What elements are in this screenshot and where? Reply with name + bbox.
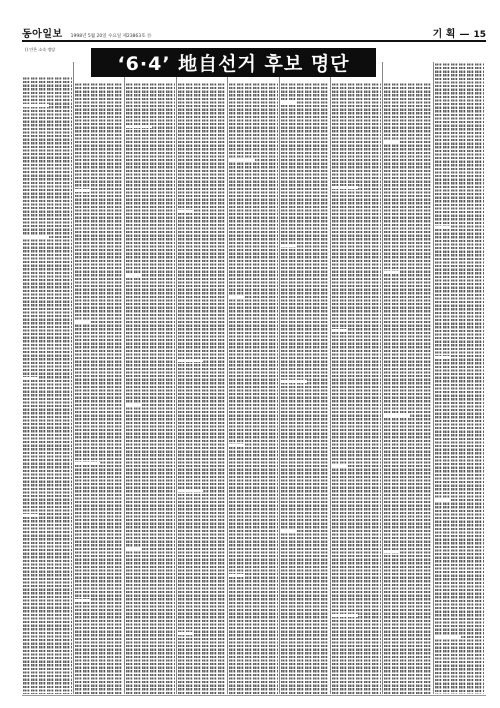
column-rule — [176, 62, 177, 694]
candidate-text-block — [332, 82, 381, 694]
column-rule — [382, 62, 383, 694]
headline: ‘6·4’ 地自선거 후보 명단 — [117, 53, 350, 75]
section-break — [23, 104, 49, 107]
section-break — [384, 141, 399, 144]
section-break — [229, 444, 244, 447]
section-break — [229, 159, 255, 162]
section-break — [23, 235, 49, 238]
candidate-text-block — [435, 62, 484, 694]
section-break — [178, 632, 193, 635]
section-break — [229, 574, 244, 577]
candidate-column — [384, 62, 433, 694]
section-break — [126, 274, 141, 277]
section-break — [435, 356, 450, 359]
column-rule — [433, 62, 434, 694]
candidate-column — [435, 62, 484, 694]
section-break — [75, 599, 90, 602]
masthead-left — [22, 25, 151, 40]
section-break — [229, 295, 244, 298]
section-break — [75, 462, 101, 465]
section-name: 기 획 — [432, 29, 456, 40]
issue-info: 1998년 5월 20일 수요일 제23863호 ⑮ — [70, 34, 152, 39]
bottom-rule — [22, 695, 486, 696]
candidate-column — [281, 62, 330, 694]
section-break — [126, 404, 141, 407]
section-break — [126, 547, 141, 550]
candidate-text-block — [281, 82, 330, 694]
candidate-column — [229, 62, 278, 694]
candidate-text-block — [23, 76, 72, 694]
masthead — [22, 24, 486, 42]
section-break — [281, 101, 296, 104]
candidate-column — [23, 62, 72, 694]
column-rule — [279, 62, 280, 694]
section-break — [332, 329, 347, 332]
candidate-column — [75, 62, 124, 694]
page-number: 15 — [473, 30, 486, 40]
section-break — [435, 635, 461, 638]
column-rule — [124, 62, 125, 694]
section-dash: — — [459, 29, 470, 40]
section-break — [23, 377, 38, 380]
section-break — [332, 614, 358, 617]
column-rule — [227, 62, 228, 694]
candidate-column — [332, 62, 381, 694]
section-break — [384, 550, 399, 553]
section-break — [75, 320, 90, 323]
newspaper-name: 동아일보 — [22, 29, 63, 40]
section-break — [126, 125, 152, 128]
candidate-text-block — [126, 82, 175, 694]
headline-banner — [91, 48, 376, 77]
section-break — [178, 359, 204, 362]
candidate-text-block — [75, 82, 124, 694]
section-break — [75, 189, 90, 192]
section-break — [435, 499, 450, 502]
section-break — [332, 186, 358, 189]
candidate-list-columns — [22, 62, 486, 694]
section-break — [384, 414, 410, 417]
section-break — [281, 244, 296, 247]
subhead: () 안은 소속 정당 — [25, 47, 56, 52]
column-rule — [73, 62, 74, 694]
section-break — [384, 271, 399, 274]
section-break — [281, 380, 307, 383]
section-break — [281, 529, 296, 532]
candidate-text-block — [229, 82, 278, 694]
column-rule — [330, 62, 331, 694]
section-break — [178, 489, 204, 492]
candidate-column — [126, 62, 175, 694]
section-break — [178, 210, 193, 213]
section-break — [23, 514, 38, 517]
masthead-right — [433, 25, 486, 40]
candidate-text-block — [178, 82, 227, 694]
section-break — [332, 465, 347, 468]
candidate-text-block — [384, 82, 433, 694]
section-break — [435, 226, 450, 229]
candidate-column — [178, 62, 227, 694]
